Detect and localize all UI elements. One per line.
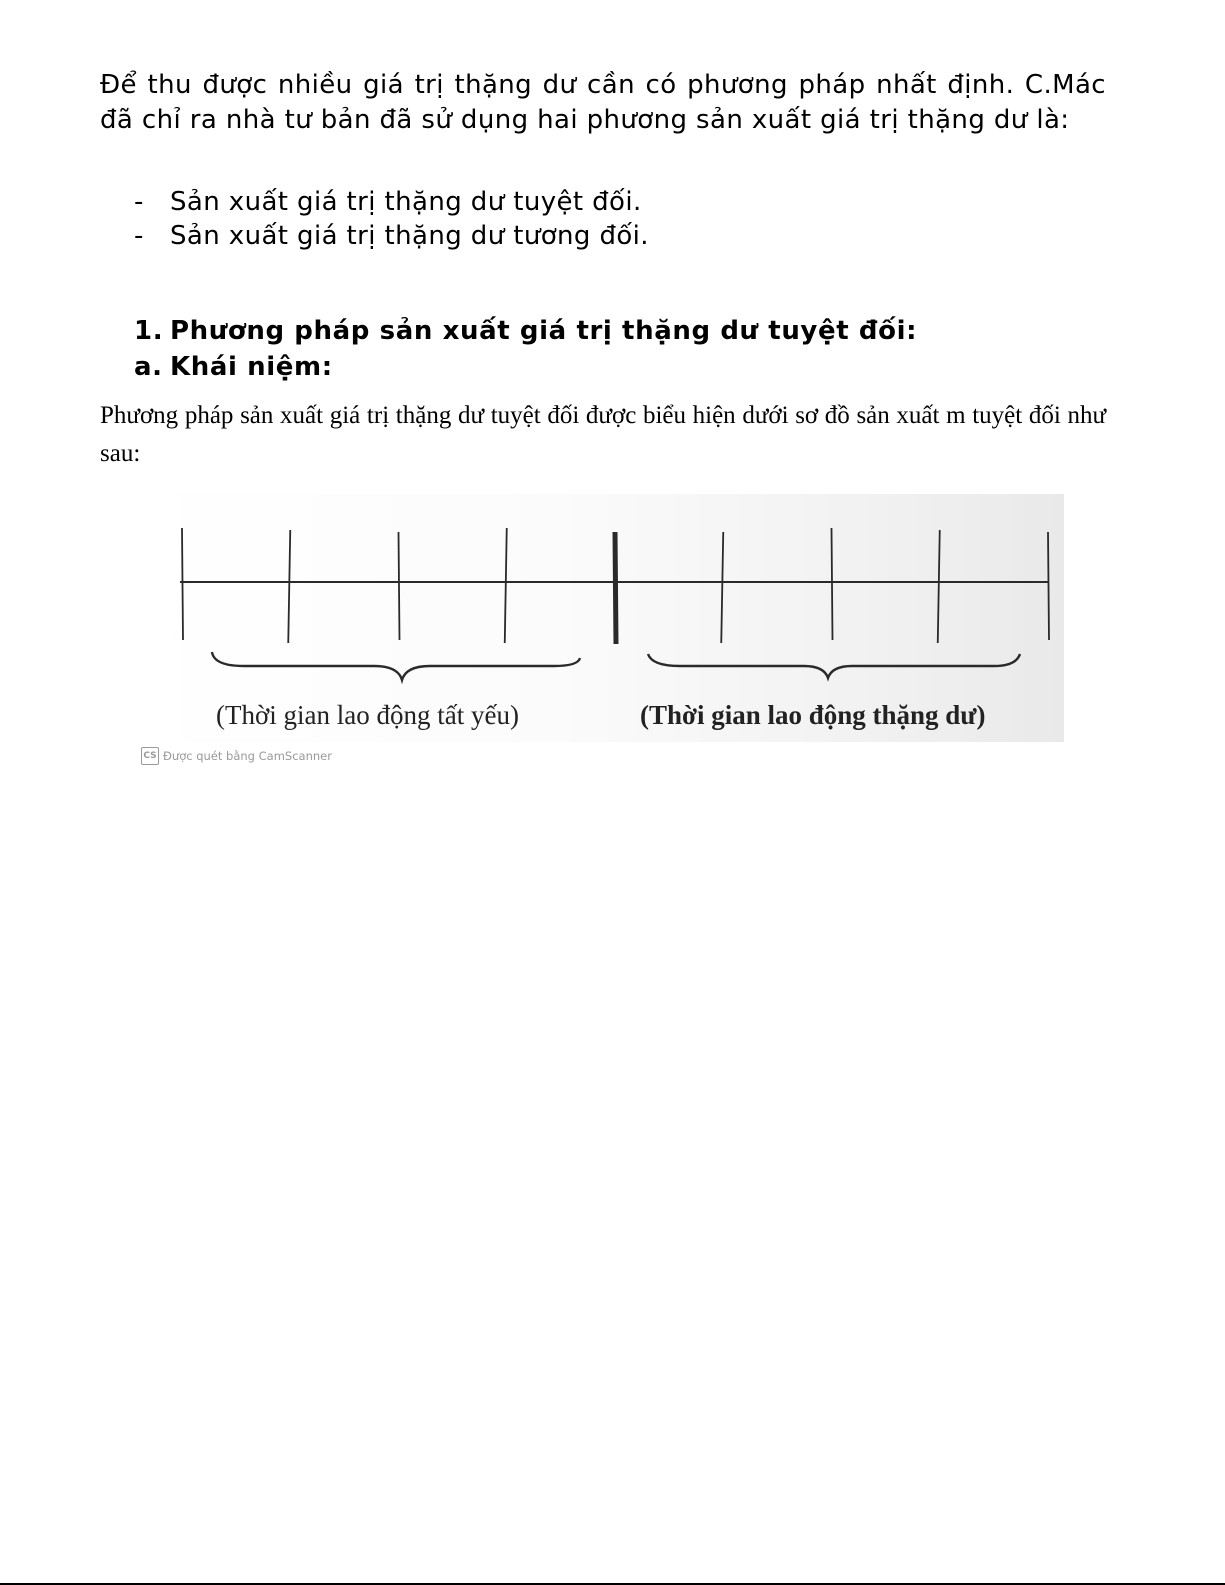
- camscanner-logo: CS: [141, 747, 159, 765]
- timeline-tick: [399, 532, 400, 640]
- section-heading: [134, 314, 917, 348]
- timeline-tick: [1048, 532, 1049, 640]
- surplus-time-brace: [648, 654, 1020, 678]
- list-dash: -: [134, 221, 144, 251]
- list-item: [134, 219, 1034, 253]
- necessary-time-brace: [212, 652, 580, 680]
- list-dash: -: [134, 187, 144, 217]
- timeline-tick: [938, 530, 940, 643]
- timeline-tick: [832, 528, 833, 640]
- subsection-title: Khái niệm:: [170, 352, 333, 382]
- necessary-labor-time-label: (Thời gian lao động tất yếu): [216, 700, 519, 730]
- list-item: [134, 185, 1034, 219]
- timeline-tick: [505, 528, 507, 643]
- list-item-text: Sản xuất giá trị thặng dư tuyệt đối.: [170, 187, 642, 217]
- description-paragraph: Phương pháp sản xuất giá trị thặng dư tuyệt đối được biểu hiện dưới sơ đồ sản xuất m tuyệt đối như sau:: [100, 402, 1106, 467]
- list-item-text: Sản xuất giá trị thặng dư tương đối.: [170, 221, 649, 251]
- section-number: 1.: [134, 316, 164, 346]
- subsection-heading: [134, 350, 333, 384]
- surplus-labor-time-label: (Thời gian lao động thặng dư): [640, 700, 986, 730]
- subsection-letter: a.: [134, 352, 163, 382]
- camscanner-watermark: [141, 746, 332, 766]
- section-title: Phương pháp sản xuất giá trị thặng dư tuyệt đối:: [170, 316, 918, 346]
- timeline-divider: [615, 532, 616, 644]
- timeline-tick: [721, 532, 723, 643]
- intro-paragraph: Để thu được nhiều giá trị thặng dư cần có phương pháp nhất định. C.Mác đã chỉ ra nhà tư bản đã sử dụng hai phương sản xuất giá trị thặng dư là:: [100, 70, 1106, 135]
- timeline-tick: [182, 528, 183, 640]
- timeline-ticks: [182, 528, 1049, 644]
- methods-list: [134, 185, 1034, 253]
- timeline-tick: [288, 530, 290, 643]
- working-day-diagram: [144, 494, 1064, 742]
- watermark-text: Được quét bằng CamScanner: [163, 749, 332, 763]
